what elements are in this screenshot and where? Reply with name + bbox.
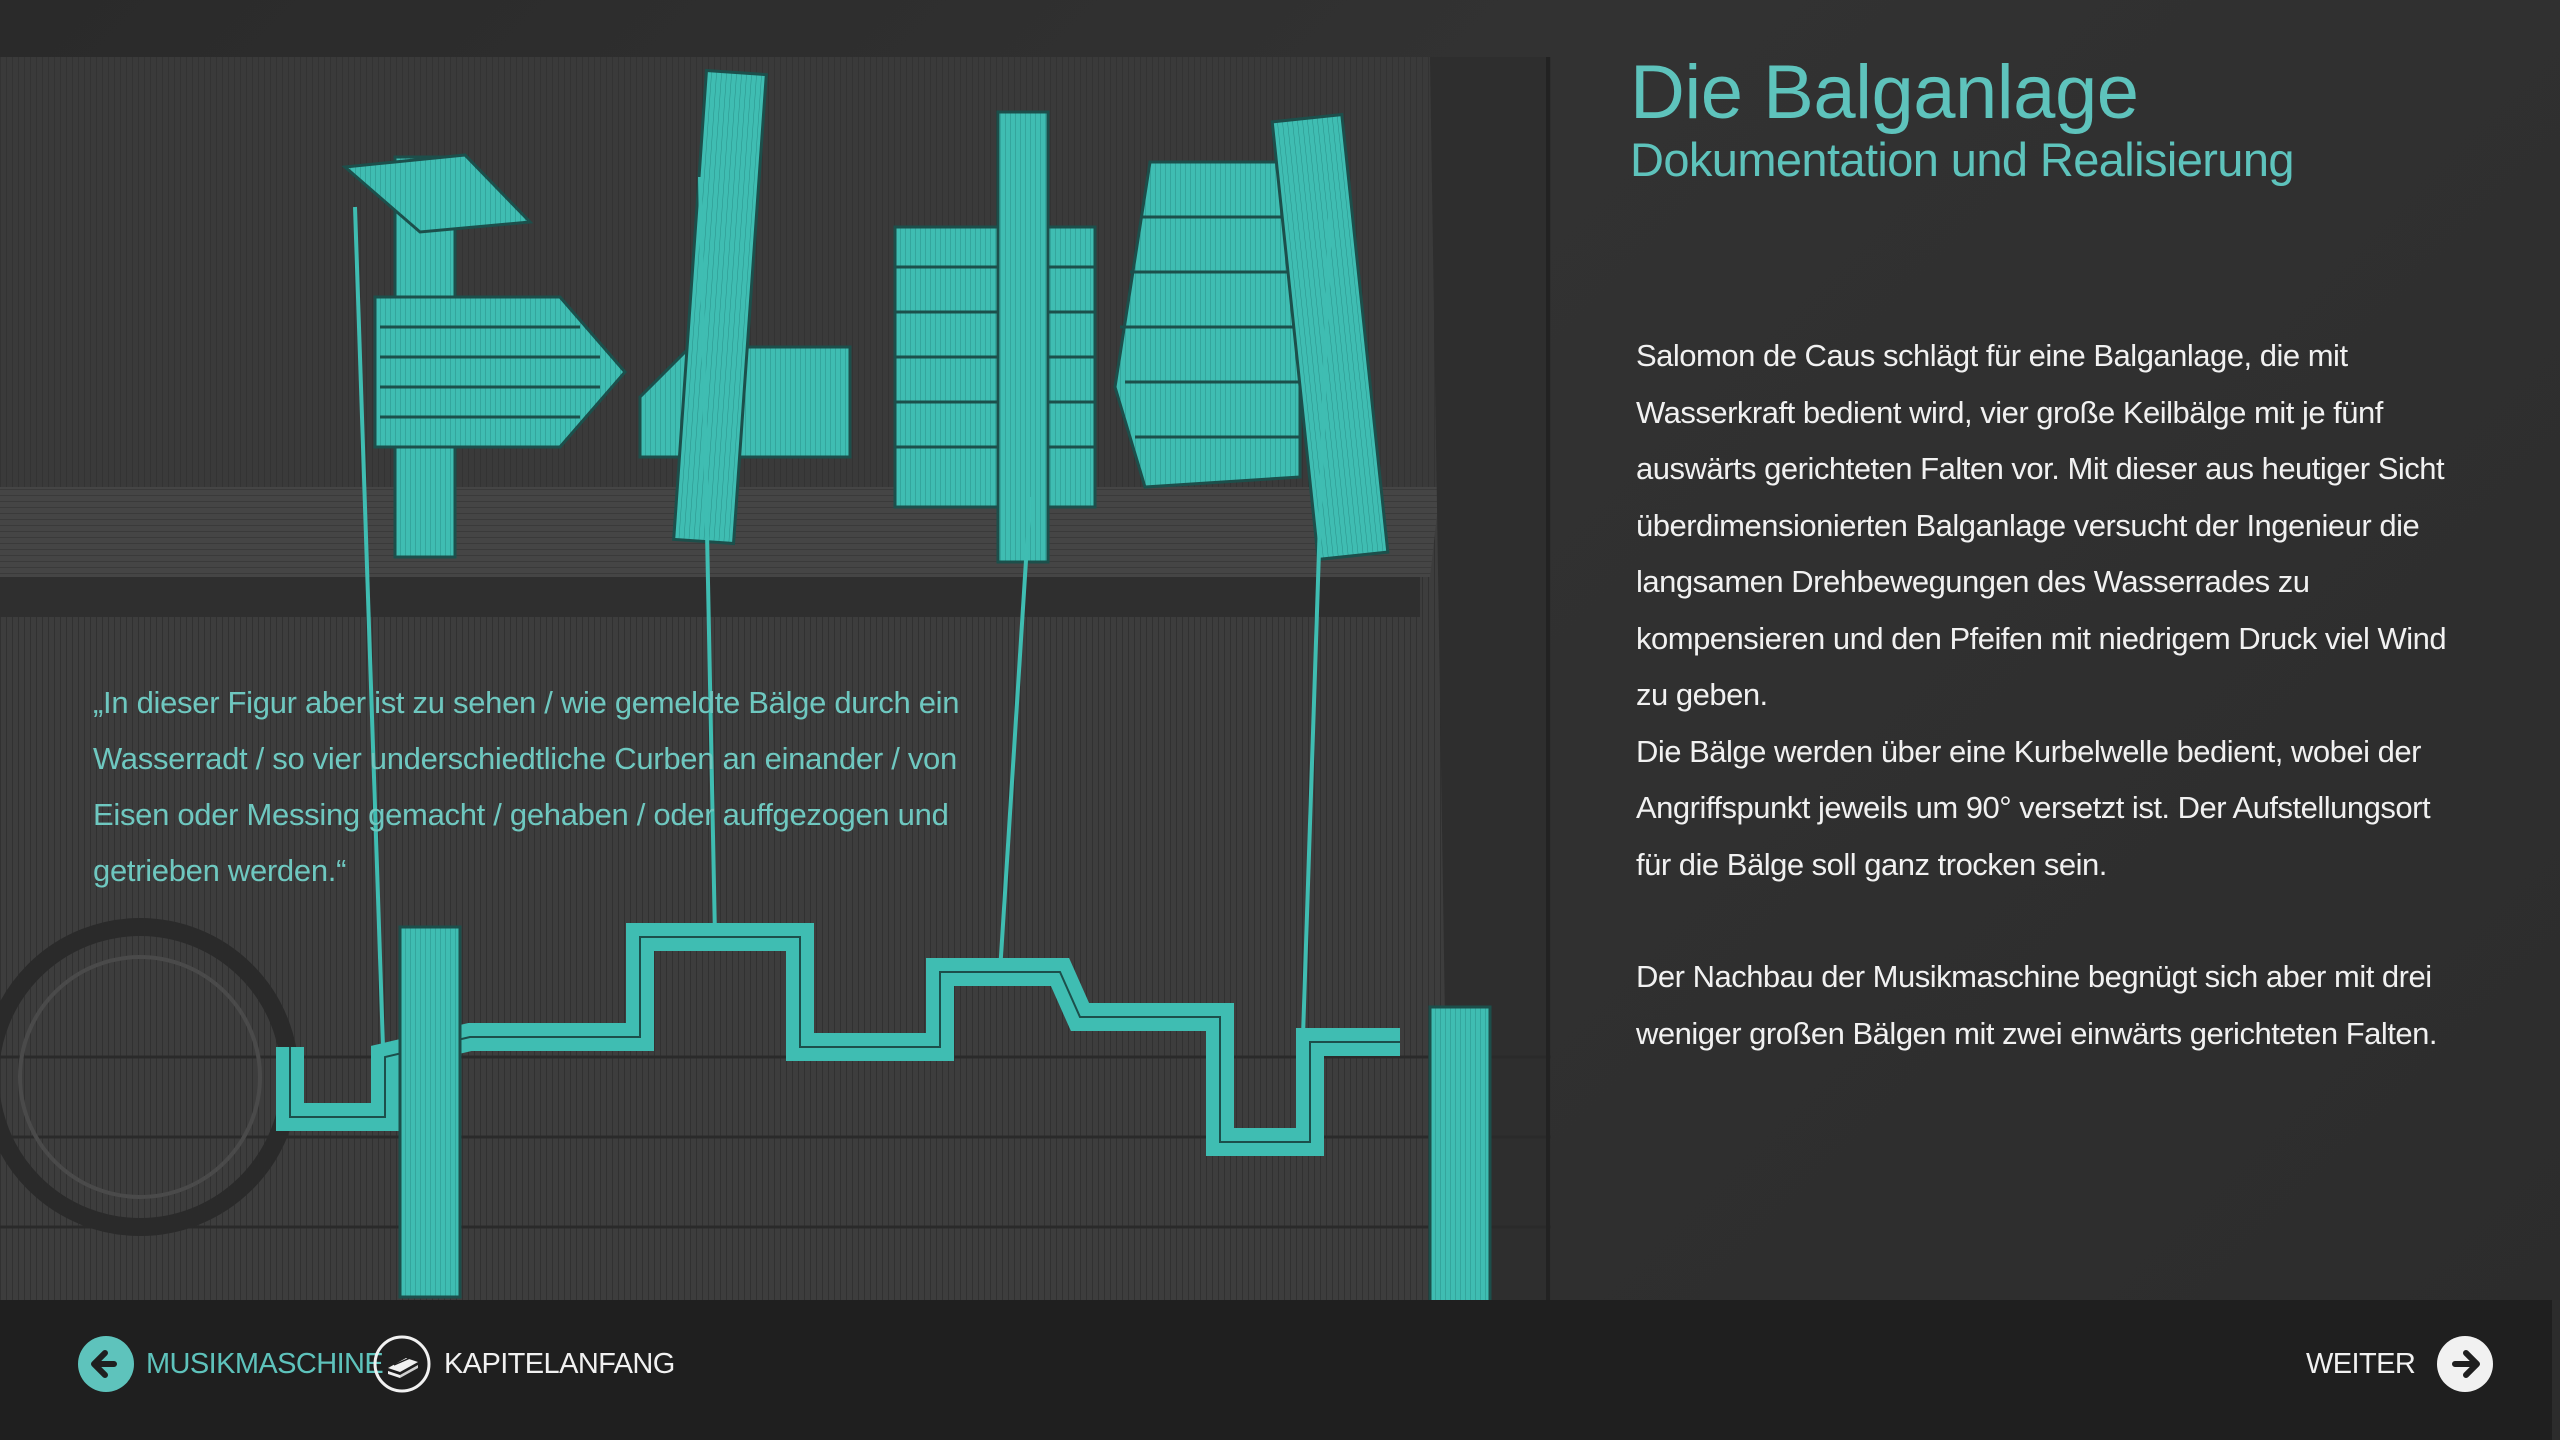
arrow-left-circle-icon: [76, 1334, 136, 1394]
bellows-illustration: [0, 57, 1551, 1340]
next-button[interactable]: [2306, 1334, 2495, 1394]
paragraph-1: Salomon de Caus schlägt für eine Balganlage, die mit Wasserkraft bedient wird, vier große Keilbälge mit je fünf auswärts gerichteten Falten vor. Mit dieser aus heutiger Sicht überdimensionierten Balganlage versucht der Ingenieur die langsamen Drehbewegungen des Wasserrades zu kompensieren und den Pfeifen mit niedrigem Druck viel Wind zu geben.: [1636, 338, 2447, 712]
paragraph-3: Der Nachbau der Musikmaschine begnügt sich aber mit drei weniger großen Bälgen mit zwei einwärts gerichteten Falten.: [1636, 959, 2438, 1051]
page-title: Die Balganlage: [1630, 50, 2139, 135]
book-circle-icon: [372, 1334, 432, 1394]
back-musikmaschine-button[interactable]: [76, 1334, 383, 1394]
chapter-start-button[interactable]: [372, 1334, 675, 1394]
chapter-label: KAPITELANFANG: [444, 1347, 675, 1380]
next-label: WEITER: [2306, 1347, 2416, 1380]
historical-quote: „In dieser Figur aber ist zu sehen / wie gemeldte Bälge durch ein Wasserradt / so vier underschiedtliche Curben an einander / von Eisen oder Messing gemacht / gehaben / oder auffgezogen und getrieben werden.“: [93, 685, 960, 888]
arrow-right-circle-icon: [2435, 1334, 2495, 1394]
description-text: [1636, 328, 2456, 1062]
paragraph-2: Die Bälge werden über eine Kurbelwelle bedient, wobei der Angriffspunkt jeweils um 90° versetzt ist. Der Aufstellungsort für die Bälge soll ganz trocken sein.: [1636, 733, 2431, 882]
back-label: MUSIKMASCHINE: [146, 1347, 384, 1380]
page-subtitle: Dokumentation und Realisierung: [1630, 133, 2294, 186]
